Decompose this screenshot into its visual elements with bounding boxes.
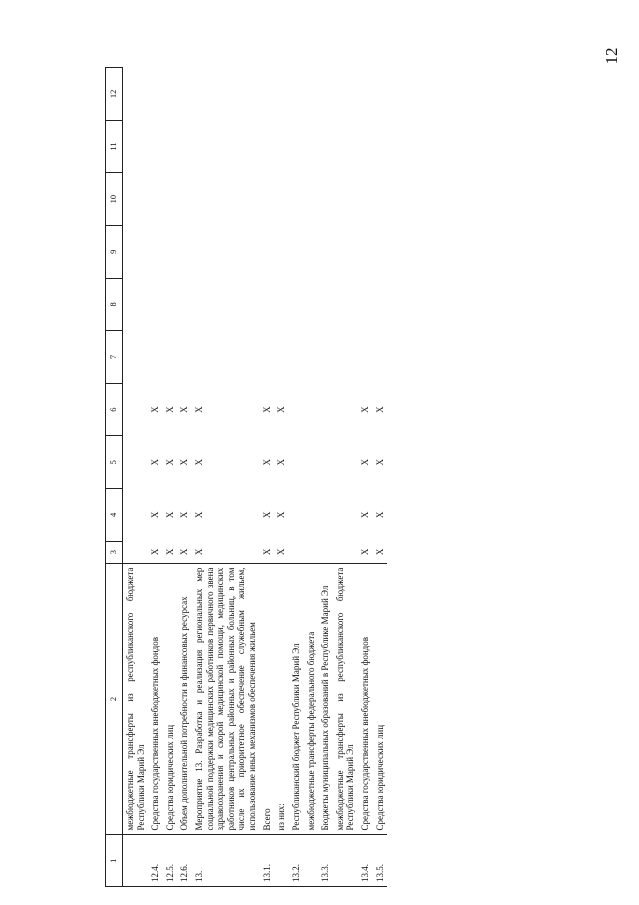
- row-code: [123, 835, 149, 887]
- row-cell-10: [358, 173, 373, 226]
- row-cell-10: [289, 173, 304, 226]
- row-cell-7: [177, 331, 192, 384]
- row-cell-9: [333, 225, 358, 278]
- row-cell-5: [304, 436, 319, 489]
- row-cell-3: [318, 541, 333, 563]
- row-cell-12: [373, 68, 388, 121]
- row-cell-6: [304, 383, 319, 436]
- row-name: Мероприятие 13. Разработка и реализация региональных мер социальной поддержки медицинских работников первичного звена здравоохранения и скорой медицинской помощи, медицинских работников центральных районных и районных больниц, в том числе их приоритетное обеспечение служебным жильем, использование иных механизмов обеспечения жильем: [192, 563, 260, 835]
- row-cell-11: [274, 120, 289, 173]
- row-name: Средства юридических лиц: [163, 563, 178, 835]
- row-code: [274, 835, 289, 887]
- row-cell-12: [192, 68, 260, 121]
- column-header-9: 9: [106, 225, 123, 278]
- row-code: 13.1.: [260, 835, 275, 887]
- row-cell-8: [289, 278, 304, 331]
- row-cell-8: [123, 278, 149, 331]
- row-name: межбюджетные трансферты из республиканского бюджета Республики Марий Эл: [333, 563, 358, 835]
- row-cell-12: [333, 68, 358, 121]
- row-cell-6: X: [374, 406, 385, 413]
- row-cell-5: [289, 436, 304, 489]
- row-cell-9: [163, 225, 178, 278]
- row-code: 12.5.: [163, 835, 178, 887]
- column-header-10: 10: [106, 173, 123, 226]
- row-cell-4: [318, 489, 333, 542]
- column-header-2: 2: [106, 563, 123, 835]
- column-header-7: 7: [106, 331, 123, 384]
- row-code: 12.6.: [177, 835, 192, 887]
- row-cell-12: [148, 68, 163, 121]
- row-code: 13.3.: [318, 835, 333, 887]
- column-header-11: 11: [106, 120, 123, 173]
- row-cell-10: [123, 173, 149, 226]
- row-code: [304, 835, 319, 887]
- row-cell-7: [192, 331, 260, 384]
- row-cell-12: [260, 68, 275, 121]
- row-cell-4: X: [374, 511, 385, 519]
- row-cell-6: [289, 383, 304, 436]
- column-header-8: 8: [106, 278, 123, 331]
- row-cell-12: [358, 68, 373, 121]
- row-cell-3: X: [359, 548, 370, 556]
- table-header-row: [106, 68, 123, 887]
- row-cell-11: [333, 120, 358, 173]
- row-cell-12: [274, 68, 289, 121]
- row-cell-5: X: [359, 458, 370, 466]
- row-cell-11: [192, 120, 260, 173]
- row-cell-7: [358, 331, 373, 384]
- row-cell-4: X: [150, 511, 161, 519]
- row-cell-7: [260, 331, 275, 384]
- row-cell-7: [148, 331, 163, 384]
- row-cell-4: X: [194, 511, 205, 519]
- row-cell-5: X: [261, 458, 272, 466]
- row-name: межбюджетные трансферты федерального бюджета: [304, 563, 319, 835]
- row-cell-5: X: [164, 458, 175, 466]
- row-cell-8: [260, 278, 275, 331]
- column-header-6: 6: [106, 383, 123, 436]
- row-cell-4: X: [359, 511, 370, 519]
- row-cell-11: [123, 120, 149, 173]
- row-cell-4: [289, 489, 304, 542]
- row-code: 12.4.: [148, 835, 163, 887]
- row-cell-9: [148, 225, 163, 278]
- table-row: [148, 68, 163, 887]
- row-cell-9: [274, 225, 289, 278]
- row-cell-10: [304, 173, 319, 226]
- row-cell-11: [304, 120, 319, 173]
- table-row: [123, 68, 149, 887]
- financing-table: [105, 67, 387, 887]
- row-cell-4: [304, 489, 319, 542]
- row-cell-3: [304, 541, 319, 563]
- row-cell-3: X: [261, 548, 272, 556]
- row-cell-8: [304, 278, 319, 331]
- column-header-3: 3: [106, 541, 123, 563]
- row-cell-5: X: [194, 458, 205, 466]
- table-row: [318, 68, 333, 887]
- row-cell-3: X: [374, 548, 385, 556]
- row-name: Республиканский бюджет Республики Марий Эл: [289, 563, 304, 835]
- row-code: 13.: [192, 835, 260, 887]
- row-cell-9: [192, 225, 260, 278]
- row-cell-9: [289, 225, 304, 278]
- row-cell-7: [289, 331, 304, 384]
- table-row: [358, 68, 373, 887]
- row-cell-10: [318, 173, 333, 226]
- row-cell-9: [373, 225, 388, 278]
- row-cell-6: X: [194, 406, 205, 413]
- row-cell-9: [177, 225, 192, 278]
- row-cell-3: X: [164, 548, 175, 556]
- table-row: [373, 68, 388, 887]
- row-cell-7: [373, 331, 388, 384]
- column-header-1: 1: [106, 835, 123, 887]
- row-cell-11: [148, 120, 163, 173]
- row-cell-8: [148, 278, 163, 331]
- page-number: 12: [602, 47, 621, 65]
- row-cell-7: [304, 331, 319, 384]
- row-cell-12: [304, 68, 319, 121]
- row-cell-8: [358, 278, 373, 331]
- row-cell-3: X: [150, 548, 161, 556]
- row-cell-9: [123, 225, 149, 278]
- row-cell-6: X: [179, 406, 190, 413]
- row-cell-5: [318, 436, 333, 489]
- row-cell-10: [373, 173, 388, 226]
- row-name: Средства государственных внебюджетных фондов: [358, 563, 373, 835]
- row-cell-5: X: [276, 458, 287, 466]
- row-cell-5: X: [374, 458, 385, 466]
- row-cell-11: [177, 120, 192, 173]
- row-cell-11: [358, 120, 373, 173]
- row-cell-4: [333, 489, 358, 542]
- row-cell-9: [304, 225, 319, 278]
- row-cell-3: [289, 541, 304, 563]
- row-cell-10: [192, 173, 260, 226]
- table-row: [177, 68, 192, 887]
- row-cell-8: [373, 278, 388, 331]
- row-cell-6: X: [276, 406, 287, 413]
- column-header-4: 4: [106, 489, 123, 542]
- row-cell-8: [318, 278, 333, 331]
- table-row: [260, 68, 275, 887]
- row-cell-12: [177, 68, 192, 121]
- row-cell-11: [163, 120, 178, 173]
- row-cell-3: X: [179, 548, 190, 556]
- row-cell-7: [163, 331, 178, 384]
- row-cell-11: [260, 120, 275, 173]
- row-code: [333, 835, 358, 887]
- row-cell-5: X: [150, 458, 161, 466]
- row-cell-5: X: [179, 458, 190, 466]
- row-cell-5: [123, 436, 149, 489]
- row-cell-4: X: [261, 511, 272, 519]
- row-cell-8: [274, 278, 289, 331]
- row-code: 13.4.: [358, 835, 373, 887]
- row-cell-6: X: [359, 406, 370, 413]
- row-name: Всего: [260, 563, 275, 835]
- table-row: [274, 68, 289, 887]
- row-cell-12: [163, 68, 178, 121]
- row-cell-3: [123, 541, 149, 563]
- table-row: [192, 68, 260, 887]
- row-code: 13.5.: [373, 835, 388, 887]
- row-cell-12: [318, 68, 333, 121]
- row-cell-10: [274, 173, 289, 226]
- table-row: [304, 68, 319, 887]
- row-cell-11: [373, 120, 388, 173]
- row-cell-11: [318, 120, 333, 173]
- row-cell-7: [333, 331, 358, 384]
- row-cell-7: [318, 331, 333, 384]
- row-cell-12: [123, 68, 149, 121]
- row-cell-4: X: [276, 511, 287, 519]
- row-cell-6: X: [261, 406, 272, 413]
- table-row: [289, 68, 304, 887]
- table-row: [333, 68, 358, 887]
- row-cell-3: [333, 541, 358, 563]
- row-cell-11: [289, 120, 304, 173]
- table-row: [163, 68, 178, 887]
- row-name: Средства государственных внебюджетных фондов: [148, 563, 163, 835]
- row-cell-8: [163, 278, 178, 331]
- row-name: из них:: [274, 563, 289, 835]
- financing-table-container: [105, 67, 516, 887]
- row-cell-7: [123, 331, 149, 384]
- row-cell-12: [289, 68, 304, 121]
- row-cell-6: [318, 383, 333, 436]
- row-cell-4: X: [179, 511, 190, 519]
- row-cell-10: [260, 173, 275, 226]
- row-cell-3: X: [194, 548, 205, 556]
- row-cell-8: [192, 278, 260, 331]
- column-header-12: 12: [106, 68, 123, 121]
- row-cell-10: [333, 173, 358, 226]
- row-code: 13.2.: [289, 835, 304, 887]
- row-cell-6: X: [150, 406, 161, 413]
- row-cell-10: [163, 173, 178, 226]
- row-cell-8: [333, 278, 358, 331]
- row-cell-9: [260, 225, 275, 278]
- column-header-5: 5: [106, 436, 123, 489]
- row-name: межбюджетные трансферты из республиканского бюджета Республики Марий Эл: [123, 563, 149, 835]
- row-cell-9: [318, 225, 333, 278]
- row-cell-4: [123, 489, 149, 542]
- row-cell-6: [333, 383, 358, 436]
- row-cell-6: X: [164, 406, 175, 413]
- row-cell-10: [148, 173, 163, 226]
- row-cell-5: [333, 436, 358, 489]
- row-cell-4: X: [164, 511, 175, 519]
- row-cell-3: X: [276, 548, 287, 556]
- row-cell-10: [177, 173, 192, 226]
- row-name: Объем дополнительной потребности в финансовых ресурсах: [177, 563, 192, 835]
- row-cell-7: [274, 331, 289, 384]
- row-cell-6: [123, 383, 149, 436]
- row-cell-8: [177, 278, 192, 331]
- row-name: Бюджеты муниципальных образований в Республике Марий Эл: [318, 563, 333, 835]
- row-name: Средства юридических лиц: [373, 563, 388, 835]
- row-cell-9: [358, 225, 373, 278]
